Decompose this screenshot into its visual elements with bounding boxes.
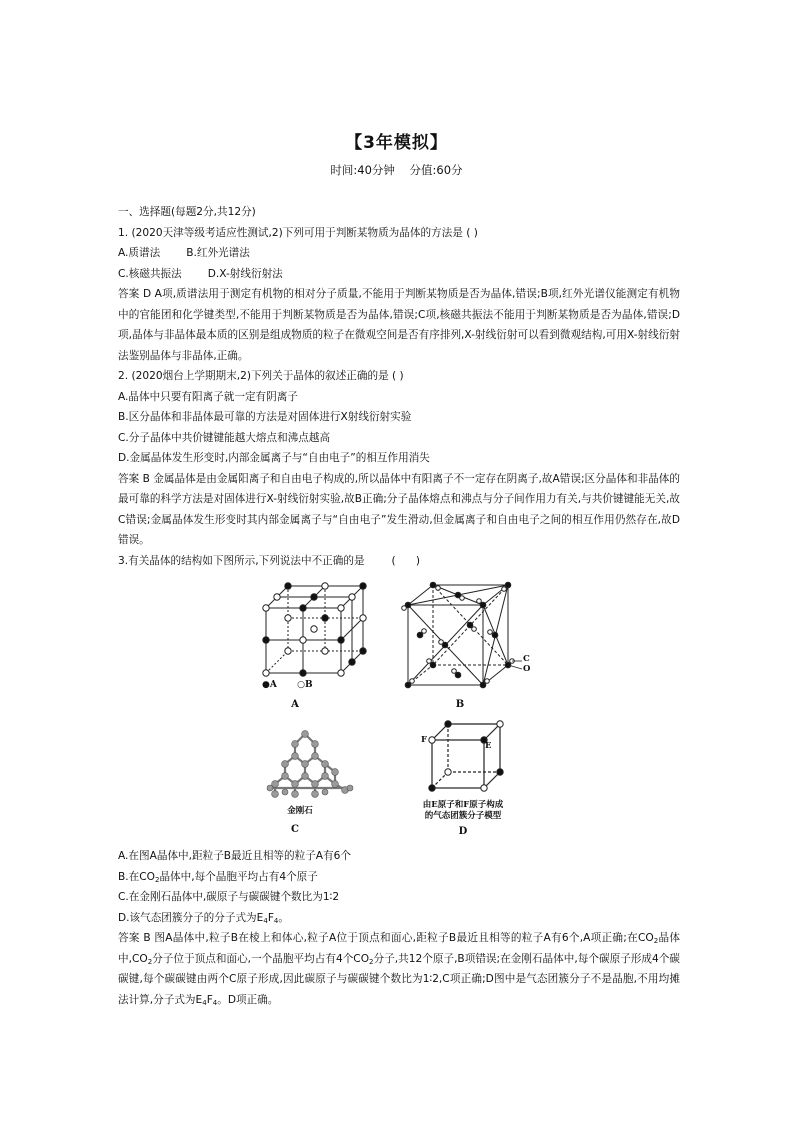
q3-answer: 答案 B 图A晶体中,粒子B在棱上和体心,粒子A位于顶点和面心,距粒子B最近且相等的粒子A有6个,A项正确;在$CO_2$晶体中$,CO_2$分子位于顶点和面心,一个晶胞平均占有4个$CO_2$分子,共12个原子,B项错误;在金刚石晶体中,每个碳原子形成4个碳碳键,每个碳碳键由两个C原子形成,因此碳原子与碳碳键个数比为1∶2,C项正确;D图中是气态团簇分子不是晶胞,不用均摊法计算,分子式为$E_4F_4$。D项正确。 [118,932,681,1007]
figure-c-caption: 金刚石 [287,806,313,816]
figure-d-label: D [458,826,468,837]
q2-option-d: D.金属晶体发生形变时,内部金属离子与“自由电子”的相互作用消失 [118,452,430,464]
q2-option-b: B.区分晶体和非晶体最可靠的方法是对固体进行X射线衍射实验 [118,411,412,423]
q2-option-c: C.分子晶体中共价键键能越大熔点和沸点越高 [118,431,331,444]
q1-answer: 答案 D A项,质谱法用于测定有机物的相对分子质量,不能用于判断某物质是否为晶体,错误;B项,红外光谱仪能测定有机物中的官能团和化学键类型,不能用于判断某物质是否为晶体,错误;C项,核磁共振法不能用于判断某物质是否为晶体,错误;D项,晶体与非晶体最本质的区别是组成物质的粒子在微观空间是否有序排列,X-射线衍射可以看到微观结构,可用X-射线衍射法鉴别晶体与非晶体,正确。 [118,288,680,362]
question-body [118,202,680,571]
page-title: 【3年模拟】 [345,133,448,153]
q2-option-a: A.晶体中只要有阳离子就一定有阴离子 [118,390,298,403]
q3-options-and-answer [118,846,680,1010]
exam-meta: 时间:40分钟 分值:60分 [330,163,463,177]
q1-stem: 1. (2020天津等级考适应性测试,2)下列可用于判断某物质为晶体的方法是 ( ) [118,226,478,239]
figure-c-label: C [291,824,299,835]
figure-a-legend: ●A ○B [262,680,313,690]
figure-d-caption-2: 的气态团簇分子模型 [424,811,502,821]
figure-b-label: B [455,699,465,710]
figure-b-co2-lattice [398,580,533,690]
figure-b-legend-c: C [523,654,530,664]
figure-a-lattice [258,578,368,678]
q3-option-b: B.在$CO_2$晶体中,每个晶胞平均占有4个原子 [118,870,318,884]
q1-options-cd [118,264,680,285]
q2-answer: 答案 B 金属晶体是由金属阳离子和自由电子构成的,所以晶体中有阳离子不一定存在阴离子,故A错误;区分晶体和非晶体的最可靠的科学方法是对固体进行X-射线衍射实验,故B正确;分子晶体熔点和沸点与分子间作用力有关,与共价键键能无关,故C错误;金属晶体发生形变时其内部金属离子与“自由电子”发生滑动,但金属离子和自由电子之间的相互作用仍然存在,故D错误。 [118,472,680,546]
figure-d-caption-1: 由E原子和F原子构成 [422,800,504,810]
section-heading: 一、选择题(每题2分,共12分) [118,206,256,218]
q1-option-d: D.X-射线衍射法 [207,267,283,280]
q2-stem: 2. (2020烟台上学期期末,2)下列关于晶体的叙述正确的是 ( ) [118,370,404,382]
q3-option-c: C.在金刚石晶体中,碳原子与碳碳键个数比为1∶2 [118,891,340,903]
figure-b-legend-o: O [523,664,531,674]
q3-option-d: D.该气态团簇分子的分子式为$E_4F_4$。 [118,911,289,925]
crystal-figures [248,578,548,843]
figure-a-label: A [291,699,299,710]
q1-options-ab [118,243,680,264]
q1-option-a: A.质谱法 [118,247,161,259]
q3-stem: 3.有关晶体的结构如下图所示,下列说法中不正确的是 ( ) [118,554,420,567]
figure-d-label-f: F [421,735,428,745]
figure-c-diamond [260,726,360,806]
q1-option-c: C.核磁共振法 [118,267,182,280]
q1-option-b: B.红外光谱法 [186,247,250,259]
legend-b-circle-icon: ○ [297,680,305,690]
figure-d-label-e: E [485,741,492,751]
legend-a-dot-icon: ● [262,680,270,690]
q3-option-a: A.在图A晶体中,距粒子B最近且相等的粒子A有6个 [118,850,351,862]
figure-d-cluster [418,718,508,793]
